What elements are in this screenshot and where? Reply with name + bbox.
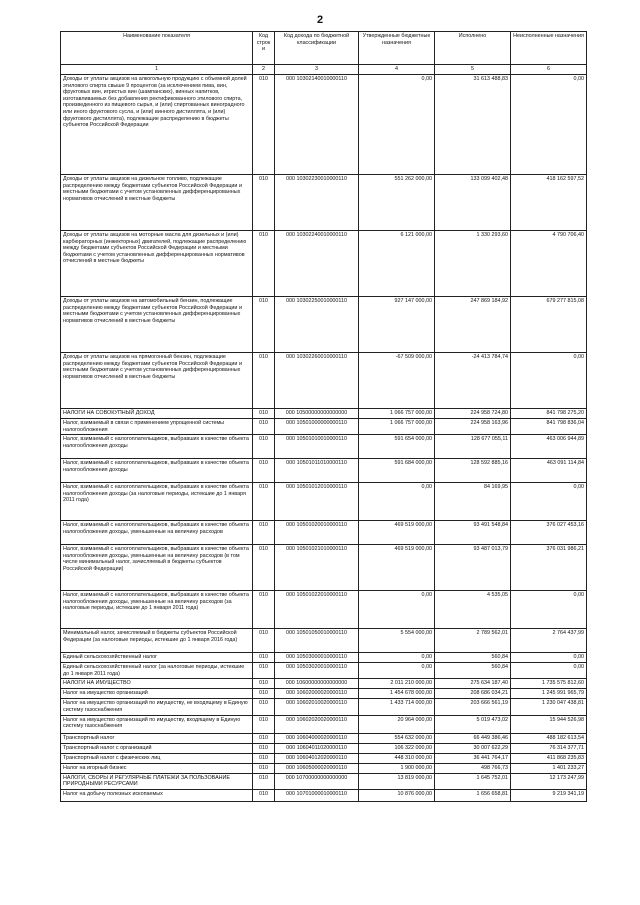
row-executed-cell: 208 686 034,21 — [435, 689, 511, 699]
row-code-cell: 010 — [253, 699, 275, 715]
row-approved-cell: 0,00 — [359, 591, 435, 629]
row-kbk-cell: 000 10501012010000110 — [275, 483, 359, 521]
row-name-cell: Налог на имущество организаций по имуществу, не входящему в Единую систему газоснабжения — [61, 699, 253, 715]
header-row — [61, 32, 587, 65]
row-code-cell: 010 — [253, 689, 275, 699]
row-approved-cell: 469 519 000,00 — [359, 521, 435, 545]
row-code-cell: 010 — [253, 653, 275, 663]
header-cell: Утвержденные бюджетные назначения — [359, 32, 435, 65]
row-executed-cell: -24 413 784,74 — [435, 353, 511, 409]
row-approved-cell: 554 632 000,00 — [359, 733, 435, 743]
table-row — [61, 699, 587, 715]
column-number: 2 — [253, 65, 275, 75]
row-approved-cell: 1 066 757 000,00 — [359, 409, 435, 419]
row-name-cell: Доходы от уплаты акцизов на алкогольную продукцию с объемной долей этилового спирта свыше 9 процентов (за исключением пива, вин, фруктовых вин, игристых вин (шампанских), винных напитков, изготавливаемых без добавления ректификованного этилового спирта, произведенного из пищевого сырья, и (или) спиртованных виноградного или иного фруктового сусла, и (или) винного дистиллята, и (или) фруктового дистиллята), подлежащие распределению в бюджеты субъектов Российской Федерации — [61, 75, 253, 175]
row-kbk-cell: 000 10501020010000110 — [275, 521, 359, 545]
row-executed-cell: 2 789 562,01 — [435, 629, 511, 653]
row-executed-cell: 247 869 184,92 — [435, 297, 511, 353]
column-number: 3 — [275, 65, 359, 75]
row-code-cell: 010 — [253, 483, 275, 521]
row-name-cell: Налог, взимаемый с налогоплательщиков, выбравших в качестве объекта налогообложения доходы (за налоговые периоды, истекшие до 1 января 2011 года) — [61, 483, 253, 521]
row-code-cell: 010 — [253, 353, 275, 409]
row-name-cell: Налог на имущество организаций по имуществу, входящему в Единую систему газоснабжения — [61, 715, 253, 733]
table-row — [61, 231, 587, 297]
column-number-row — [61, 65, 587, 75]
table-row — [61, 743, 587, 753]
row-kbk-cell: 000 10701000010000110 — [275, 789, 359, 801]
row-code-cell: 010 — [253, 75, 275, 175]
row-name-cell: Доходы от уплаты акцизов на моторные масла для дизельных и (или) карбюраторных (инжекторных) двигателей, подлежащие распределению между бюджетами субъектов Российской Федерации и местными бюджетами с учетом установленных дифференцированных нормативов отчислений в местные бюджеты — [61, 231, 253, 297]
row-approved-cell: 0,00 — [359, 75, 435, 175]
row-approved-cell: 1 066 757 000,00 — [359, 419, 435, 435]
row-approved-cell: 1 454 678 000,00 — [359, 689, 435, 699]
row-code-cell: 010 — [253, 733, 275, 743]
header-cell: Исполнено — [435, 32, 511, 65]
row-name-cell: НАЛОГИ НА СОВОКУПНЫЙ ДОХОД — [61, 409, 253, 419]
row-approved-cell: 551 262 000,00 — [359, 175, 435, 231]
row-unexecuted-cell: 841 798 836,04 — [511, 419, 587, 435]
row-unexecuted-cell: 376 027 453,16 — [511, 521, 587, 545]
row-code-cell: 010 — [253, 175, 275, 231]
table-row — [61, 663, 587, 679]
row-executed-cell: 560,84 — [435, 653, 511, 663]
column-number: 4 — [359, 65, 435, 75]
row-kbk-cell: 000 10503020010000110 — [275, 663, 359, 679]
table-row — [61, 483, 587, 521]
row-name-cell: Налог, взимаемый в связи с применением упрощенной системы налогообложения — [61, 419, 253, 435]
row-executed-cell: 498 766,73 — [435, 763, 511, 773]
row-code-cell: 010 — [253, 521, 275, 545]
row-kbk-cell: 000 10605000020000110 — [275, 763, 359, 773]
table-row — [61, 297, 587, 353]
row-approved-cell: 1 433 714 000,00 — [359, 699, 435, 715]
row-name-cell: НАЛОГИ НА ИМУЩЕСТВО — [61, 679, 253, 689]
row-approved-cell: 2 011 210 000,00 — [359, 679, 435, 689]
row-executed-cell: 93 491 548,84 — [435, 521, 511, 545]
row-kbk-cell: 000 10604012020000110 — [275, 753, 359, 763]
table-row — [61, 353, 587, 409]
row-unexecuted-cell: 76 314 377,71 — [511, 743, 587, 753]
row-code-cell: 010 — [253, 409, 275, 419]
row-name-cell: Транспортный налог — [61, 733, 253, 743]
row-executed-cell: 133 099 402,48 — [435, 175, 511, 231]
row-name-cell: Налог, взимаемый с налогоплательщиков, выбравших в качестве объекта налогообложения доходы — [61, 435, 253, 459]
row-unexecuted-cell: 15 944 526,98 — [511, 715, 587, 733]
row-kbk-cell: 000 10302260010000110 — [275, 353, 359, 409]
row-code-cell: 010 — [253, 715, 275, 733]
row-name-cell: Минимальный налог, зачисляемый в бюджеты субъектов Российской Федерации (за налоговые периоды, истекшие до 1 января 2016 года) — [61, 629, 253, 653]
row-name-cell: Транспортный налог с физических лиц — [61, 753, 253, 763]
table-row — [61, 753, 587, 763]
row-approved-cell: 106 322 000,00 — [359, 743, 435, 753]
row-approved-cell: 0,00 — [359, 653, 435, 663]
row-unexecuted-cell: 0,00 — [511, 483, 587, 521]
table-row — [61, 679, 587, 689]
row-unexecuted-cell: 1 401 233,27 — [511, 763, 587, 773]
table-row — [61, 175, 587, 231]
row-executed-cell: 66 449 386,46 — [435, 733, 511, 743]
row-approved-cell: 5 554 000,00 — [359, 629, 435, 653]
row-unexecuted-cell: 0,00 — [511, 353, 587, 409]
row-name-cell: Доходы от уплаты акцизов на прямогонный бензин, подлежащие распределению между бюджетами субъектов Российской Федерации и местными бюджетами с учетом установленных дифференцированных нормативов отчислений в местные бюджеты — [61, 353, 253, 409]
row-kbk-cell: 000 10501010010000110 — [275, 435, 359, 459]
row-unexecuted-cell: 2 764 437,99 — [511, 629, 587, 653]
row-approved-cell: 20 964 000,00 — [359, 715, 435, 733]
row-approved-cell: 10 876 000,00 — [359, 789, 435, 801]
row-executed-cell: 30 007 622,29 — [435, 743, 511, 753]
row-unexecuted-cell: 418 162 597,52 — [511, 175, 587, 231]
row-approved-cell: 591 684 000,00 — [359, 459, 435, 483]
row-kbk-cell: 000 10600000000000000 — [275, 679, 359, 689]
row-code-cell: 010 — [253, 591, 275, 629]
row-kbk-cell: 000 10302230010000110 — [275, 175, 359, 231]
row-executed-cell: 224 958 163,96 — [435, 419, 511, 435]
row-unexecuted-cell: 1 230 047 438,81 — [511, 699, 587, 715]
row-name-cell: Налог, взимаемый с налогоплательщиков, выбравших в качестве объекта налогообложения доходы, уменьшенные на величину расходов (за налоговые периоды, истекшие до 1 января 2011 года) — [61, 591, 253, 629]
row-executed-cell: 128 677 055,11 — [435, 435, 511, 459]
row-unexecuted-cell: 4 790 706,40 — [511, 231, 587, 297]
row-kbk-cell: 000 10501011010000110 — [275, 459, 359, 483]
row-name-cell: НАЛОГИ, СБОРЫ И РЕГУЛЯРНЫЕ ПЛАТЕЖИ ЗА ПОЛЬЗОВАНИЕ ПРИРОДНЫМИ РЕСУРСАМИ — [61, 773, 253, 789]
row-executed-cell: 1 656 658,81 — [435, 789, 511, 801]
row-executed-cell: 36 441 764,17 — [435, 753, 511, 763]
row-approved-cell: 469 519 000,00 — [359, 545, 435, 591]
row-name-cell: Налог, взимаемый с налогоплательщиков, выбравших в качестве объекта налогообложения доходы — [61, 459, 253, 483]
row-code-cell: 010 — [253, 753, 275, 763]
row-kbk-cell: 000 10501050010000110 — [275, 629, 359, 653]
table-row — [61, 435, 587, 459]
header-cell: Наименование показателя — [61, 32, 253, 65]
row-kbk-cell: 000 10500000000000000 — [275, 409, 359, 419]
row-name-cell: Единый сельскохозяйственный налог (за налоговые периоды, истекшие до 1 января 2011 года) — [61, 663, 253, 679]
table-row — [61, 689, 587, 699]
row-approved-cell: 6 121 000,00 — [359, 231, 435, 297]
row-executed-cell: 31 613 488,83 — [435, 75, 511, 175]
row-approved-cell: 0,00 — [359, 483, 435, 521]
row-approved-cell: 13 819 000,00 — [359, 773, 435, 789]
row-code-cell: 010 — [253, 231, 275, 297]
row-executed-cell: 224 958 724,80 — [435, 409, 511, 419]
row-kbk-cell: 000 10302240010000110 — [275, 231, 359, 297]
row-executed-cell: 128 592 885,16 — [435, 459, 511, 483]
row-name-cell: Налог на добычу полезных ископаемых — [61, 789, 253, 801]
row-unexecuted-cell: 0,00 — [511, 663, 587, 679]
row-code-cell: 010 — [253, 789, 275, 801]
row-name-cell: Налог на имущество организаций — [61, 689, 253, 699]
column-number: 6 — [511, 65, 587, 75]
row-code-cell: 010 — [253, 545, 275, 591]
budget-execution-table — [60, 31, 587, 802]
row-code-cell: 010 — [253, 773, 275, 789]
row-name-cell: Налог, взимаемый с налогоплательщиков, выбравших в качестве объекта налогообложения доходы, уменьшенные на величину расходов — [61, 521, 253, 545]
table-row — [61, 75, 587, 175]
header-cell: Код строк и — [253, 32, 275, 65]
row-unexecuted-cell: 488 182 613,54 — [511, 733, 587, 743]
table-row — [61, 419, 587, 435]
row-executed-cell: 275 634 187,40 — [435, 679, 511, 689]
table-row — [61, 521, 587, 545]
row-executed-cell: 5 019 473,02 — [435, 715, 511, 733]
page-number: 2 — [316, 14, 324, 26]
table-row — [61, 773, 587, 789]
row-executed-cell: 93 487 013,79 — [435, 545, 511, 591]
row-kbk-cell: 000 10503000010000110 — [275, 653, 359, 663]
row-kbk-cell: 000 10700000000000000 — [275, 773, 359, 789]
row-kbk-cell: 000 10302250010000110 — [275, 297, 359, 353]
row-unexecuted-cell: 411 868 235,83 — [511, 753, 587, 763]
column-number: 1 — [61, 65, 253, 75]
row-code-cell: 010 — [253, 763, 275, 773]
row-unexecuted-cell: 0,00 — [511, 75, 587, 175]
row-kbk-cell: 000 10602000020000110 — [275, 689, 359, 699]
table-row — [61, 653, 587, 663]
row-kbk-cell: 000 10302140010000110 — [275, 75, 359, 175]
row-code-cell: 010 — [253, 459, 275, 483]
row-kbk-cell: 000 10602020020000110 — [275, 715, 359, 733]
row-unexecuted-cell: 463 006 944,89 — [511, 435, 587, 459]
header-cell: Неисполненные назначения — [511, 32, 587, 65]
row-name-cell: Доходы от уплаты акцизов на автомобильный бензин, подлежащие распределению между бюджетами субъектов Российской Федерации и местными бюджетами с учетом установленных дифференцированных нормативов отчислений в местные бюджеты — [61, 297, 253, 353]
row-approved-cell: 591 654 000,00 — [359, 435, 435, 459]
row-approved-cell: -67 509 000,00 — [359, 353, 435, 409]
row-executed-cell: 4 535,05 — [435, 591, 511, 629]
row-name-cell: Налог на игорный бизнес — [61, 763, 253, 773]
table-row — [61, 763, 587, 773]
row-executed-cell: 84 169,95 — [435, 483, 511, 521]
row-kbk-cell: 000 10501000000000110 — [275, 419, 359, 435]
row-unexecuted-cell: 679 277 815,08 — [511, 297, 587, 353]
row-kbk-cell: 000 10501022010000110 — [275, 591, 359, 629]
row-code-cell: 010 — [253, 435, 275, 459]
row-code-cell: 010 — [253, 663, 275, 679]
row-name-cell: Единый сельскохозяйственный налог — [61, 653, 253, 663]
row-name-cell: Транспортный налог с организаций — [61, 743, 253, 753]
table-row — [61, 409, 587, 419]
row-kbk-cell: 000 10602010020000110 — [275, 699, 359, 715]
row-name-cell: Доходы от уплаты акцизов на дизельное топливо, подлежащие распределению между бюджетами субъектов Российской Федерации и местными бюджетами с учетом установленных дифференцированных нормативов отчислений в местные бюджеты — [61, 175, 253, 231]
row-code-cell: 010 — [253, 679, 275, 689]
row-code-cell: 010 — [253, 419, 275, 435]
header-cell: Код дохода по бюджетной классификации — [275, 32, 359, 65]
row-unexecuted-cell: 376 031 986,21 — [511, 545, 587, 591]
row-executed-cell: 1 330 293,60 — [435, 231, 511, 297]
row-executed-cell: 560,84 — [435, 663, 511, 679]
row-name-cell: Налог, взимаемый с налогоплательщиков, выбравших в качестве объекта налогообложения доходы, уменьшенные на величину расходов (в том числе минимальный налог, зачисляемый в бюджеты субъектов Российской Федерации) — [61, 545, 253, 591]
column-number: 5 — [435, 65, 511, 75]
row-unexecuted-cell: 1 245 991 965,79 — [511, 689, 587, 699]
row-executed-cell: 1 645 752,01 — [435, 773, 511, 789]
table-row — [61, 591, 587, 629]
table-row — [61, 715, 587, 733]
row-approved-cell: 448 310 000,00 — [359, 753, 435, 763]
row-unexecuted-cell: 12 173 247,99 — [511, 773, 587, 789]
row-kbk-cell: 000 10604000020000110 — [275, 733, 359, 743]
row-executed-cell: 203 666 561,19 — [435, 699, 511, 715]
table-row — [61, 545, 587, 591]
row-unexecuted-cell: 0,00 — [511, 653, 587, 663]
row-kbk-cell: 000 10604011020000110 — [275, 743, 359, 753]
row-unexecuted-cell: 0,00 — [511, 591, 587, 629]
row-code-cell: 010 — [253, 629, 275, 653]
row-code-cell: 010 — [253, 297, 275, 353]
row-kbk-cell: 000 10501021010000110 — [275, 545, 359, 591]
row-unexecuted-cell: 463 091 114,84 — [511, 459, 587, 483]
table-row — [61, 789, 587, 801]
table-row — [61, 459, 587, 483]
row-unexecuted-cell: 9 219 341,19 — [511, 789, 587, 801]
row-code-cell: 010 — [253, 743, 275, 753]
row-unexecuted-cell: 1 735 575 812,60 — [511, 679, 587, 689]
row-approved-cell: 927 147 000,00 — [359, 297, 435, 353]
table-row — [61, 733, 587, 743]
row-approved-cell: 1 900 000,00 — [359, 763, 435, 773]
table-row — [61, 629, 587, 653]
row-approved-cell: 0,00 — [359, 663, 435, 679]
row-unexecuted-cell: 841 798 275,20 — [511, 409, 587, 419]
